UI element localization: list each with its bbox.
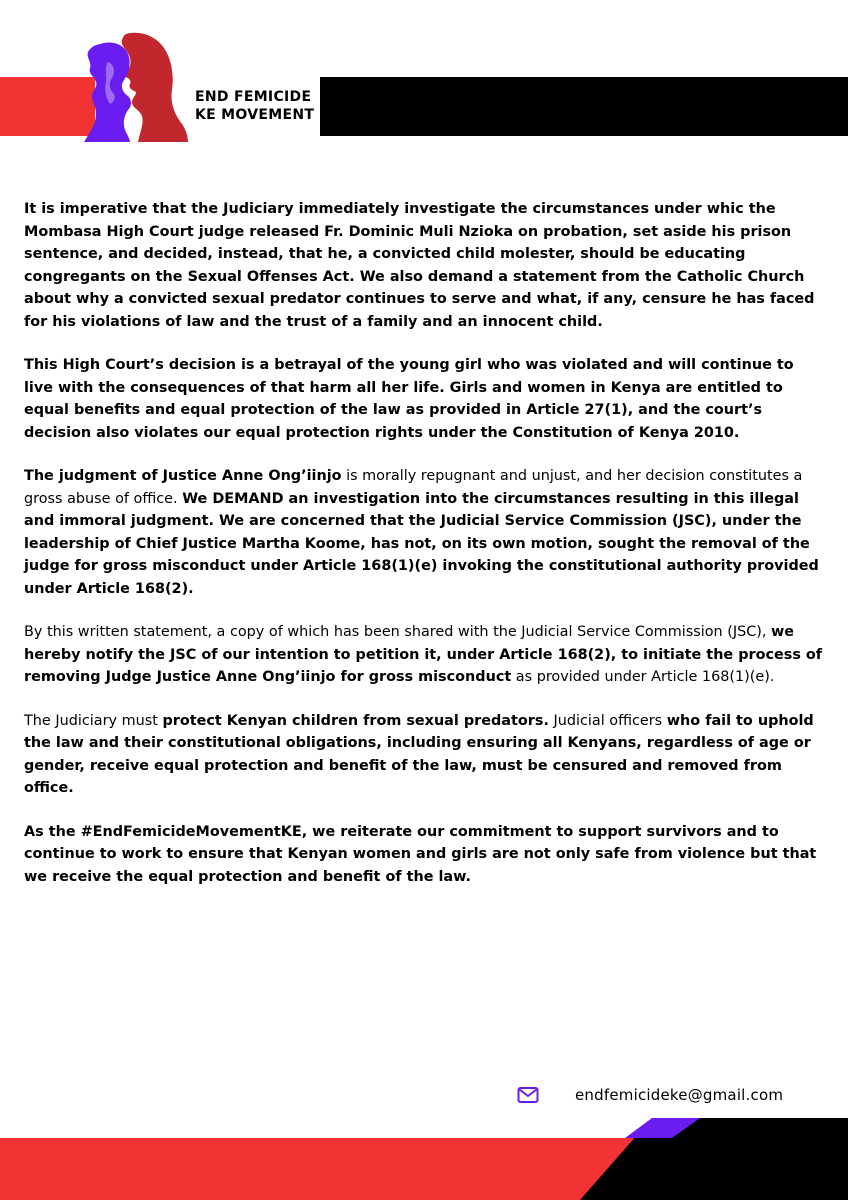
contact-row xyxy=(517,1083,783,1107)
paragraph-4-run-2: we hereby notify the JSC of our intention to petition it, under Article 168(2), to initiate the process of removing Judge Justice Anne Ong’iinjo for gross misconduct xyxy=(24,624,823,685)
paragraph-5-run-2: protect Kenyan children from sexual predators. xyxy=(162,712,549,729)
paragraph-2-run-1: This High Court’s decision is a betrayal of the young girl who was violated and will continue to live with the consequences of that harm all her life. Girls and women in Kenya are entitled to equal benefits and equal protection of the law as provided in Article 27(1), and the court’s decision also violates our equal protection rights under the Constitution of Kenya 2010. xyxy=(24,357,794,441)
statement-body xyxy=(24,198,824,909)
org-name-line2: KE MOVEMENT xyxy=(195,107,315,123)
paragraph-6 xyxy=(24,821,824,889)
org-name xyxy=(195,88,314,124)
header-black-bar xyxy=(320,77,848,136)
paragraph-3-run-2: is morally repugnant and unjust, and her decision constitutes a gross abuse of office. xyxy=(24,468,803,507)
paragraph-3-run-3: We DEMAND an investigation into the circumstances resulting in this illegal and immoral judgment. We are concerned that the Judicial Service Commission (JSC), under the leadership of Chief Justice Martha Koome, has not, on its own motion, sought the removal of the judge for gross misconduct under Article 168(1)(e) invoking the constitutional authority provided under Article 168(2). xyxy=(24,490,819,597)
paragraph-1-run-1: It is imperative that the Judiciary immediately investigate the circumstances under whic the Mombasa High Court judge released Fr. Dominic Muli Nzioka on probation, set aside his prison sentence, and decided, instead, that he, a convicted child molester, should be educating congregants on the Sexual Offenses Act. We also demand a statement from the Catholic Church about why a convicted sexual predator continues to serve and what, if any, censure he has faced for his violations of law and the trust of a family and an innocent child. xyxy=(24,201,815,330)
paragraph-6-run-1: As the #EndFemicideMovementKE, we reiterate our commitment to support survivors and to continue to work to ensure that Kenyan women and girls are not only safe from violence but that we receive the equal protection and benefit of the law. xyxy=(24,823,817,885)
org-name-line1: END FEMICIDE xyxy=(195,89,312,105)
paragraph-4-run-3: as provided under Article 168(1)(e). xyxy=(511,669,775,685)
paragraph-5 xyxy=(24,710,824,800)
mail-icon xyxy=(517,1086,539,1104)
footer-bars xyxy=(0,1118,848,1200)
paragraph-4-run-1: By this written statement, a copy of which has been shared with the Judicial Service Commission (JSC), xyxy=(24,624,772,640)
paragraph-4 xyxy=(24,621,824,689)
logo-faces-icon xyxy=(78,32,196,142)
paragraph-3-run-1: The judgment of Justice Anne Ong’iinjo xyxy=(24,468,342,484)
paragraph-5-run-1: The Judiciary must xyxy=(24,712,163,729)
paragraph-1 xyxy=(24,198,824,333)
paragraph-3 xyxy=(24,465,824,600)
footer-black-shape xyxy=(580,1118,848,1200)
paragraph-5-run-4: who fail to uphold the law and their constitutional obligations, including ensuring all Kenyans, regardless of age or gender, receive equal protection and benefit of the law, must be censured and removed from office. xyxy=(24,712,814,796)
contact-email[interactable]: endfemicideke@gmail.com xyxy=(575,1086,784,1104)
paragraph-2 xyxy=(24,354,824,444)
paragraph-5-run-3: Judicial officers xyxy=(548,712,667,729)
